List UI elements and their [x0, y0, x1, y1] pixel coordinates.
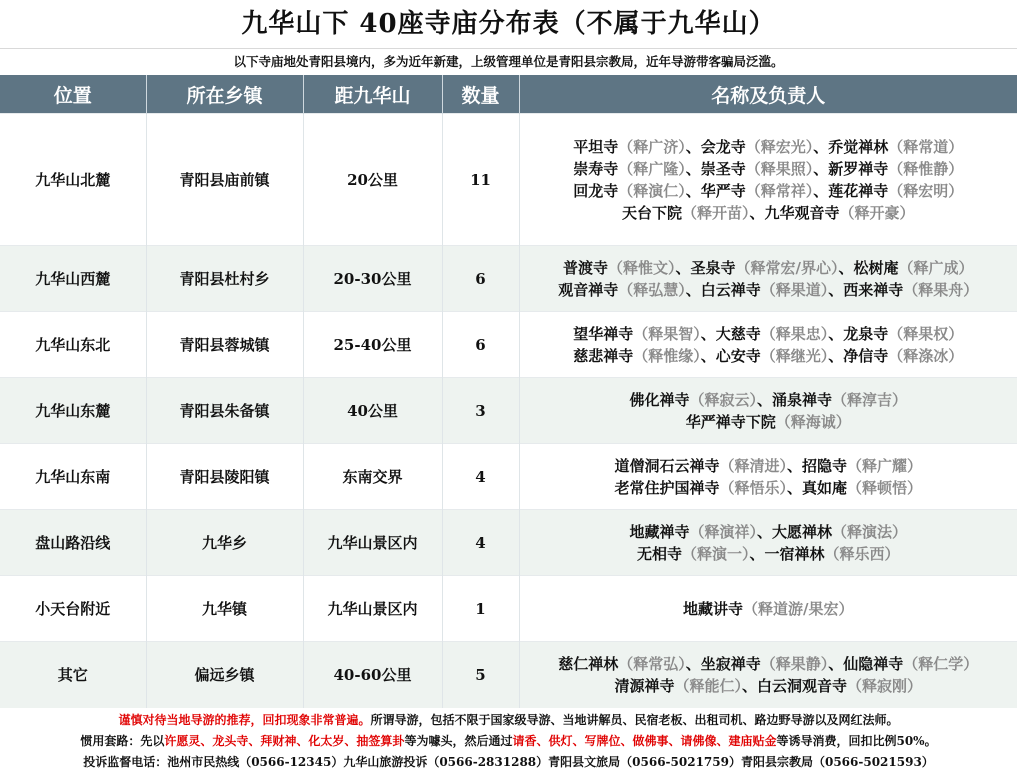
temple-name: 普渡寺	[562, 258, 608, 277]
temple-name: 、招隐寺	[787, 456, 848, 475]
names-cell	[519, 114, 1017, 246]
temple-name: 地藏禅寺	[629, 522, 690, 541]
footer-text: 等为噱头，然后通过	[404, 734, 513, 748]
location-cell: 盘山路沿线	[0, 510, 146, 576]
temple-name: 、心安寺	[700, 346, 761, 365]
temple-name-line	[520, 257, 1017, 279]
abbot-name: （释淳吉）	[832, 390, 908, 409]
temple-name: 老常住护国禅寺	[614, 478, 720, 497]
table-body	[0, 114, 1017, 708]
temple-name-line	[520, 202, 1017, 224]
town-cell: 青阳县杜村乡	[146, 246, 303, 312]
distance-cell: 40-60公里	[303, 642, 442, 708]
abbot-name: （释仁学）	[903, 654, 979, 673]
temple-name-line	[520, 543, 1017, 565]
distance-cell: 东南交界	[303, 444, 442, 510]
abbot-name: （释常宏/界心）	[735, 258, 839, 277]
distance-cell: 20-30公里	[303, 246, 442, 312]
temple-name: 佛化禅寺	[629, 390, 690, 409]
location-cell: 其它	[0, 642, 146, 708]
abbot-name: （释演一）	[681, 544, 750, 563]
temple-name: 、真如庵	[787, 478, 848, 497]
names-cell	[519, 312, 1017, 378]
abbot-name: （释弘慧）	[618, 280, 686, 299]
abbot-name: （释惟文）	[607, 258, 676, 277]
distance-cell: 九华山景区内	[303, 510, 442, 576]
footer-line-2	[0, 731, 1017, 752]
abbot-name: （释广耀）	[847, 456, 923, 475]
temple-name: 天台下院	[621, 203, 682, 222]
header-count: 数量	[442, 75, 519, 114]
table-row	[0, 510, 1017, 576]
temple-name: 、坐寂禅寺	[685, 654, 761, 673]
page-subtitle: 以下寺庙地处青阳县境内，多为近年新建，上级管理单位是青阳县宗教局，近年导游带客骗局泛滥。	[233, 54, 784, 69]
location-cell: 九华山东麓	[0, 378, 146, 444]
temple-name-line	[520, 345, 1017, 367]
abbot-name: （释果静）	[760, 654, 829, 673]
temple-name: 、龙泉寺	[828, 324, 889, 343]
temple-name-line	[520, 411, 1017, 433]
abbot-name: （释能仁）	[674, 676, 742, 695]
temple-name: 、净信寺	[828, 346, 889, 365]
abbot-name: （释果照）	[745, 159, 814, 178]
footer-warning-black: 所谓导游，包括不限于国家级导游、当地讲解员、民宿老板、出租司机、路边野导游以及网红法师。	[370, 713, 899, 727]
temple-name: 、乔觉禅林	[813, 137, 889, 156]
abbot-name: （释常弘）	[618, 654, 686, 673]
abbot-name: （释宏光）	[745, 137, 814, 156]
abbot-name: （释演仁）	[618, 181, 686, 200]
names-cell	[519, 444, 1017, 510]
abbot-name: （释演祥）	[689, 522, 757, 541]
temple-name: 华严禅寺下院	[685, 412, 776, 431]
temple-name: 无相寺	[636, 544, 682, 563]
temple-name: 、松树庵	[838, 258, 899, 277]
temple-table	[0, 75, 1017, 708]
abbot-name: （释广隆）	[618, 159, 686, 178]
location-cell: 九华山东南	[0, 444, 146, 510]
temple-name: 清源禅寺	[614, 676, 675, 695]
location-cell: 九华山东北	[0, 312, 146, 378]
temple-name-line	[520, 323, 1017, 345]
abbot-name: （释开豪）	[839, 203, 915, 222]
footer-line-3: 投诉监督电话：池州市民热线（0566-12345）九华山旅游投诉（0566-2831288）青阳县文旅局（0566-5021759）青阳县宗教局（0566-5021593）	[83, 755, 934, 769]
abbot-name: （释常道）	[888, 137, 964, 156]
header-town: 所在乡镇	[146, 75, 303, 114]
location-cell: 小天台附近	[0, 576, 146, 642]
temple-name: 崇寿寺	[573, 159, 619, 178]
count-cell: 6	[442, 246, 519, 312]
temple-name-line	[520, 158, 1017, 180]
warning-footer	[0, 710, 1017, 773]
abbot-name: （释果道）	[760, 280, 829, 299]
footer-text: 等诱导消费，回扣比例50%。	[776, 734, 937, 748]
location-cell: 九华山西麓	[0, 246, 146, 312]
temple-name-line	[520, 675, 1017, 697]
table-header-row	[0, 75, 1017, 114]
temple-name: 、大慈寺	[700, 324, 761, 343]
town-cell: 青阳县朱备镇	[146, 378, 303, 444]
temple-name-line	[520, 389, 1017, 411]
abbot-name: （释果智）	[633, 324, 701, 343]
temple-name-line	[520, 653, 1017, 675]
distance-cell: 40公里	[303, 378, 442, 444]
abbot-name: （释惟缘）	[633, 346, 701, 365]
abbot-name: （释常祥）	[745, 181, 814, 200]
temple-name-line	[520, 180, 1017, 202]
location-cell: 九华山北麓	[0, 114, 146, 246]
town-cell: 九华镇	[146, 576, 303, 642]
temple-name: 、大愿禅林	[757, 522, 833, 541]
table-row	[0, 576, 1017, 642]
footer-line-1	[0, 710, 1017, 731]
temple-name: 、西来禅寺	[828, 280, 904, 299]
temple-name: 、一宿禅林	[749, 544, 825, 563]
town-cell: 九华乡	[146, 510, 303, 576]
temple-name: 、会龙寺	[685, 137, 746, 156]
footer-highlight-red: 请香、供灯、写牌位、做佛事、请佛像、建庙贴金	[512, 734, 777, 748]
names-cell	[519, 378, 1017, 444]
town-cell: 青阳县庙前镇	[146, 114, 303, 246]
temple-name-line	[520, 477, 1017, 499]
table-row	[0, 246, 1017, 312]
footer-highlight-red: 许愿灵、龙头寺、拜财神、化太岁、抽签算卦	[164, 734, 405, 748]
header-names: 名称及负责人	[519, 75, 1017, 114]
count-cell: 11	[442, 114, 519, 246]
table-row	[0, 114, 1017, 246]
town-cell: 青阳县蓉城镇	[146, 312, 303, 378]
temple-name: 道僧洞石云禅寺	[614, 456, 720, 475]
abbot-name: （释惟静）	[888, 159, 964, 178]
header-distance: 距九华山	[303, 75, 442, 114]
abbot-name: （释果舟）	[903, 280, 979, 299]
abbot-name: （释寂云）	[689, 390, 757, 409]
temple-name-line	[520, 279, 1017, 301]
temple-name-line	[520, 598, 1017, 620]
abbot-name: （释乐西）	[824, 544, 900, 563]
temple-name: 、新罗禅寺	[813, 159, 889, 178]
abbot-name: （释涤冰）	[888, 346, 964, 365]
temple-name: 、莲花禅寺	[813, 181, 889, 200]
temple-name: 、白云禅寺	[685, 280, 761, 299]
footer-text: 惯用套路：先以	[80, 734, 165, 748]
abbot-name: （释道游/果宏）	[743, 599, 854, 618]
page-title: 九华山下 40座寺庙分布表（不属于九华山）	[0, 0, 1017, 49]
count-cell: 6	[442, 312, 519, 378]
distance-cell: 20公里	[303, 114, 442, 246]
table-row	[0, 642, 1017, 708]
abbot-name: （释悟乐）	[719, 478, 787, 497]
table-row	[0, 378, 1017, 444]
table-row	[0, 444, 1017, 510]
town-cell: 青阳县陵阳镇	[146, 444, 303, 510]
names-cell	[519, 510, 1017, 576]
count-cell: 3	[442, 378, 519, 444]
abbot-name: （释开苗）	[681, 203, 750, 222]
temple-name: 、白云洞观音寺	[742, 676, 848, 695]
abbot-name: （释继光）	[760, 346, 829, 365]
abbot-name: （释广济）	[618, 137, 686, 156]
temple-name: 回龙寺	[573, 181, 619, 200]
distance-cell: 九华山景区内	[303, 576, 442, 642]
temple-name: 观音禅寺	[558, 280, 619, 299]
temple-name-line	[520, 455, 1017, 477]
temple-name: 望华禅寺	[573, 324, 634, 343]
names-cell	[519, 246, 1017, 312]
temple-name: 、仙隐禅寺	[828, 654, 904, 673]
abbot-name: （释果忠）	[760, 324, 829, 343]
abbot-name: （释果权）	[888, 324, 964, 343]
abbot-name: （释清进）	[719, 456, 787, 475]
temple-name: 、九华观音寺	[749, 203, 840, 222]
count-cell: 4	[442, 510, 519, 576]
temple-name: 平坦寺	[573, 137, 619, 156]
names-cell	[519, 576, 1017, 642]
abbot-name: （释海诚）	[775, 412, 851, 431]
abbot-name: （释寂刚）	[847, 676, 923, 695]
abbot-name: （释演法）	[832, 522, 908, 541]
town-cell: 偏远乡镇	[146, 642, 303, 708]
names-cell	[519, 642, 1017, 708]
temple-name-line	[520, 136, 1017, 158]
count-cell: 5	[442, 642, 519, 708]
temple-name: 、涌泉禅寺	[757, 390, 833, 409]
temple-name: 、华严寺	[685, 181, 746, 200]
temple-name-line	[520, 521, 1017, 543]
temple-name: 地藏讲寺	[683, 599, 744, 618]
table-row	[0, 312, 1017, 378]
count-cell: 1	[442, 576, 519, 642]
count-cell: 4	[442, 444, 519, 510]
abbot-name: （释宏明）	[888, 181, 964, 200]
header-location: 位置	[0, 75, 146, 114]
temple-name: 、崇圣寺	[685, 159, 746, 178]
footer-warning-red: 谨慎对待当地导游的推荐，回扣现象非常普遍。	[118, 713, 371, 727]
distance-cell: 25-40公里	[303, 312, 442, 378]
temple-name: 慈仁禅林	[558, 654, 619, 673]
abbot-name: （释广成）	[898, 258, 974, 277]
temple-name: 慈悲禅寺	[573, 346, 634, 365]
temple-name: 、圣泉寺	[675, 258, 736, 277]
abbot-name: （释顿悟）	[847, 478, 923, 497]
